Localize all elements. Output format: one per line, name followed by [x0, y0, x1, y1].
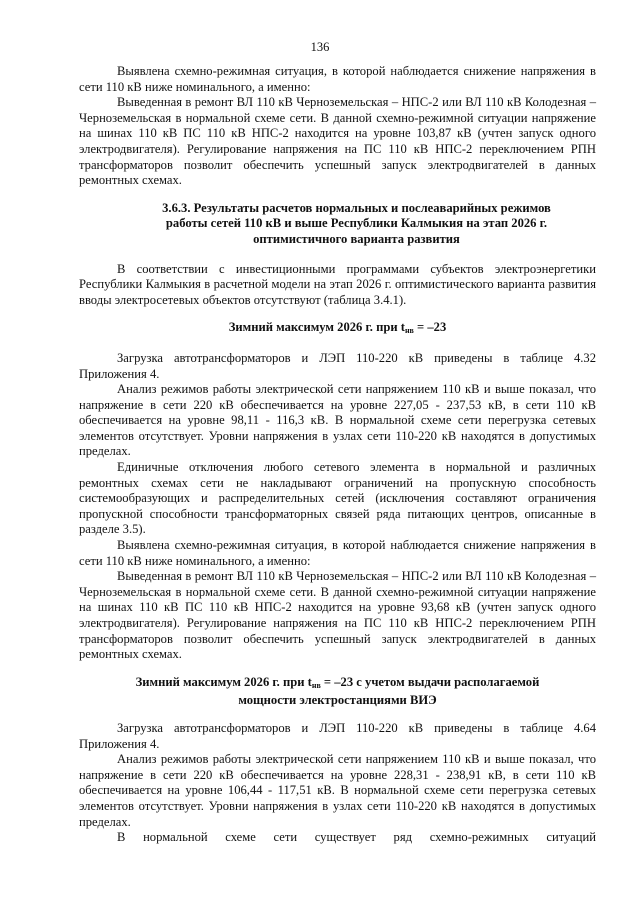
paragraph: Выявлена схемно-режимная ситуация, в которой наблюдается снижение напряжения в сети 110 кВ ниже номинального, а именно:: [79, 64, 596, 94]
paragraph: Загрузка автотрансформаторов и ЛЭП 110-220 кВ приведены в таблице 4.32 Приложения 4.: [79, 350, 596, 381]
page-number: 136: [310, 40, 330, 54]
subheading-text: = –23 с учетом выдачи располагаемой: [320, 674, 540, 689]
section-heading-line: работы сетей 110 кВ и выше Республики Калмыкия на этап 2026 г.: [165, 216, 548, 231]
subheading-line: [79, 675, 596, 694]
paragraph: Загрузка автотрансформаторов и ЛЭП 110-220 кВ приведены в таблице 4.64 Приложения 4.: [79, 720, 596, 751]
section-heading-line: 3.6.3. Результаты расчетов нормальных и послеаварийных режимов: [162, 200, 551, 215]
paragraph: Единичные отключения любого сетевого элемента в нормальной и различных ремонтных схемах сети не накладывают ограничений на пропускную способность системообразующих и распределительных сетей (исключения составляют ограничения пропускной способности трансформаторных связей ряда питающих центров, описанные в разделе 3.5).: [79, 460, 596, 537]
subheading-text: Зимний максимум 2026 г. при t: [228, 320, 405, 335]
section-heading-line: оптимистичного варианта развития: [253, 231, 460, 246]
subheading-subscript: нв: [311, 680, 321, 690]
paragraph: В нормальной схеме сети существует ряд схемно-режимных ситуаций: [117, 830, 596, 845]
subheading-text: Зимний максимум 2026 г. при t: [135, 674, 312, 689]
subheading-winter-max: [79, 320, 596, 339]
paragraph: Анализ режимов работы электрической сети напряжением 110 кВ и выше показал, что напряжение в сети 220 кВ обеспечивается на уровне 228,31 - 238,91 кВ, в сети 110 кВ обеспечивается на уровне 106,44 - 117,51 кВ. В нормальной схеме сети перегрузка сетевых элементов отсутствует. Уровни напряжения в узлах сети 110-220 кВ находятся в допустимых пределах.: [79, 752, 596, 829]
subheading-line: мощности электростанциями ВИЭ: [238, 693, 437, 708]
subheading-winter-max-res: [79, 675, 596, 709]
section-heading: [79, 201, 596, 248]
page-content: [79, 64, 596, 846]
paragraph: В соответствии с инвестиционными программами субъектов электроэнергетики Республики Калмыкия в расчетной модели на этап 2026 г. оптимистического варианта развития вводы электросетевых объектов отсутствуют (таблица 3.4.1).: [79, 261, 596, 307]
paragraph: Анализ режимов работы электрической сети напряжением 110 кВ и выше показал, что напряжение в сети 220 кВ обеспечивается на уровне 227,05 - 237,53 кВ, в сети 110 кВ обеспечивается на уровне 98,11 - 116,3 кВ. В нормальной схеме сети перегрузка сетевых элементов отсутствует. Уровни напряжения в узлах сети 110-220 кВ находятся в допустимых пределах.: [79, 382, 596, 459]
paragraph: Выявлена схемно-режимная ситуация, в которой наблюдается снижение напряжения в сети 110 кВ ниже номинального, а именно:: [79, 538, 596, 568]
paragraph: Выведенная в ремонт ВЛ 110 кВ Черноземельская – НПС-2 или ВЛ 110 кВ Колодезная – Черноземельская в нормальной схеме сети. В данной схемно-режимной ситуации напряжение на шинах 110 кВ ПС 110 кВ НПС-2 находится на уровне 93,68 кВ (учтен запуск одного электродвигателя). Регулирование напряжения на ПС 110 кВ НПС-2 переключением РПН трансформаторов позволит обеспечить успешный запуск электродвигателей в данных ремонтных схемах.: [79, 569, 596, 662]
subheading-subscript: нв: [404, 326, 414, 336]
subheading-text: = –23: [413, 320, 447, 335]
paragraph: Выведенная в ремонт ВЛ 110 кВ Черноземельская – НПС-2 или ВЛ 110 кВ Колодезная – Черноземельская в нормальной схеме сети. В данной схемно-режимной ситуации напряжение на шинах 110 кВ ПС 110 кВ НПС-2 находится на уровне 103,87 кВ (учтен запуск одного электродвигателя). Регулирование напряжения на ПС 110 кВ НПС-2 переключением РПН трансформаторов позволит обеспечить успешный запуск электродвигателей в данных ремонтных схемах.: [79, 95, 596, 188]
